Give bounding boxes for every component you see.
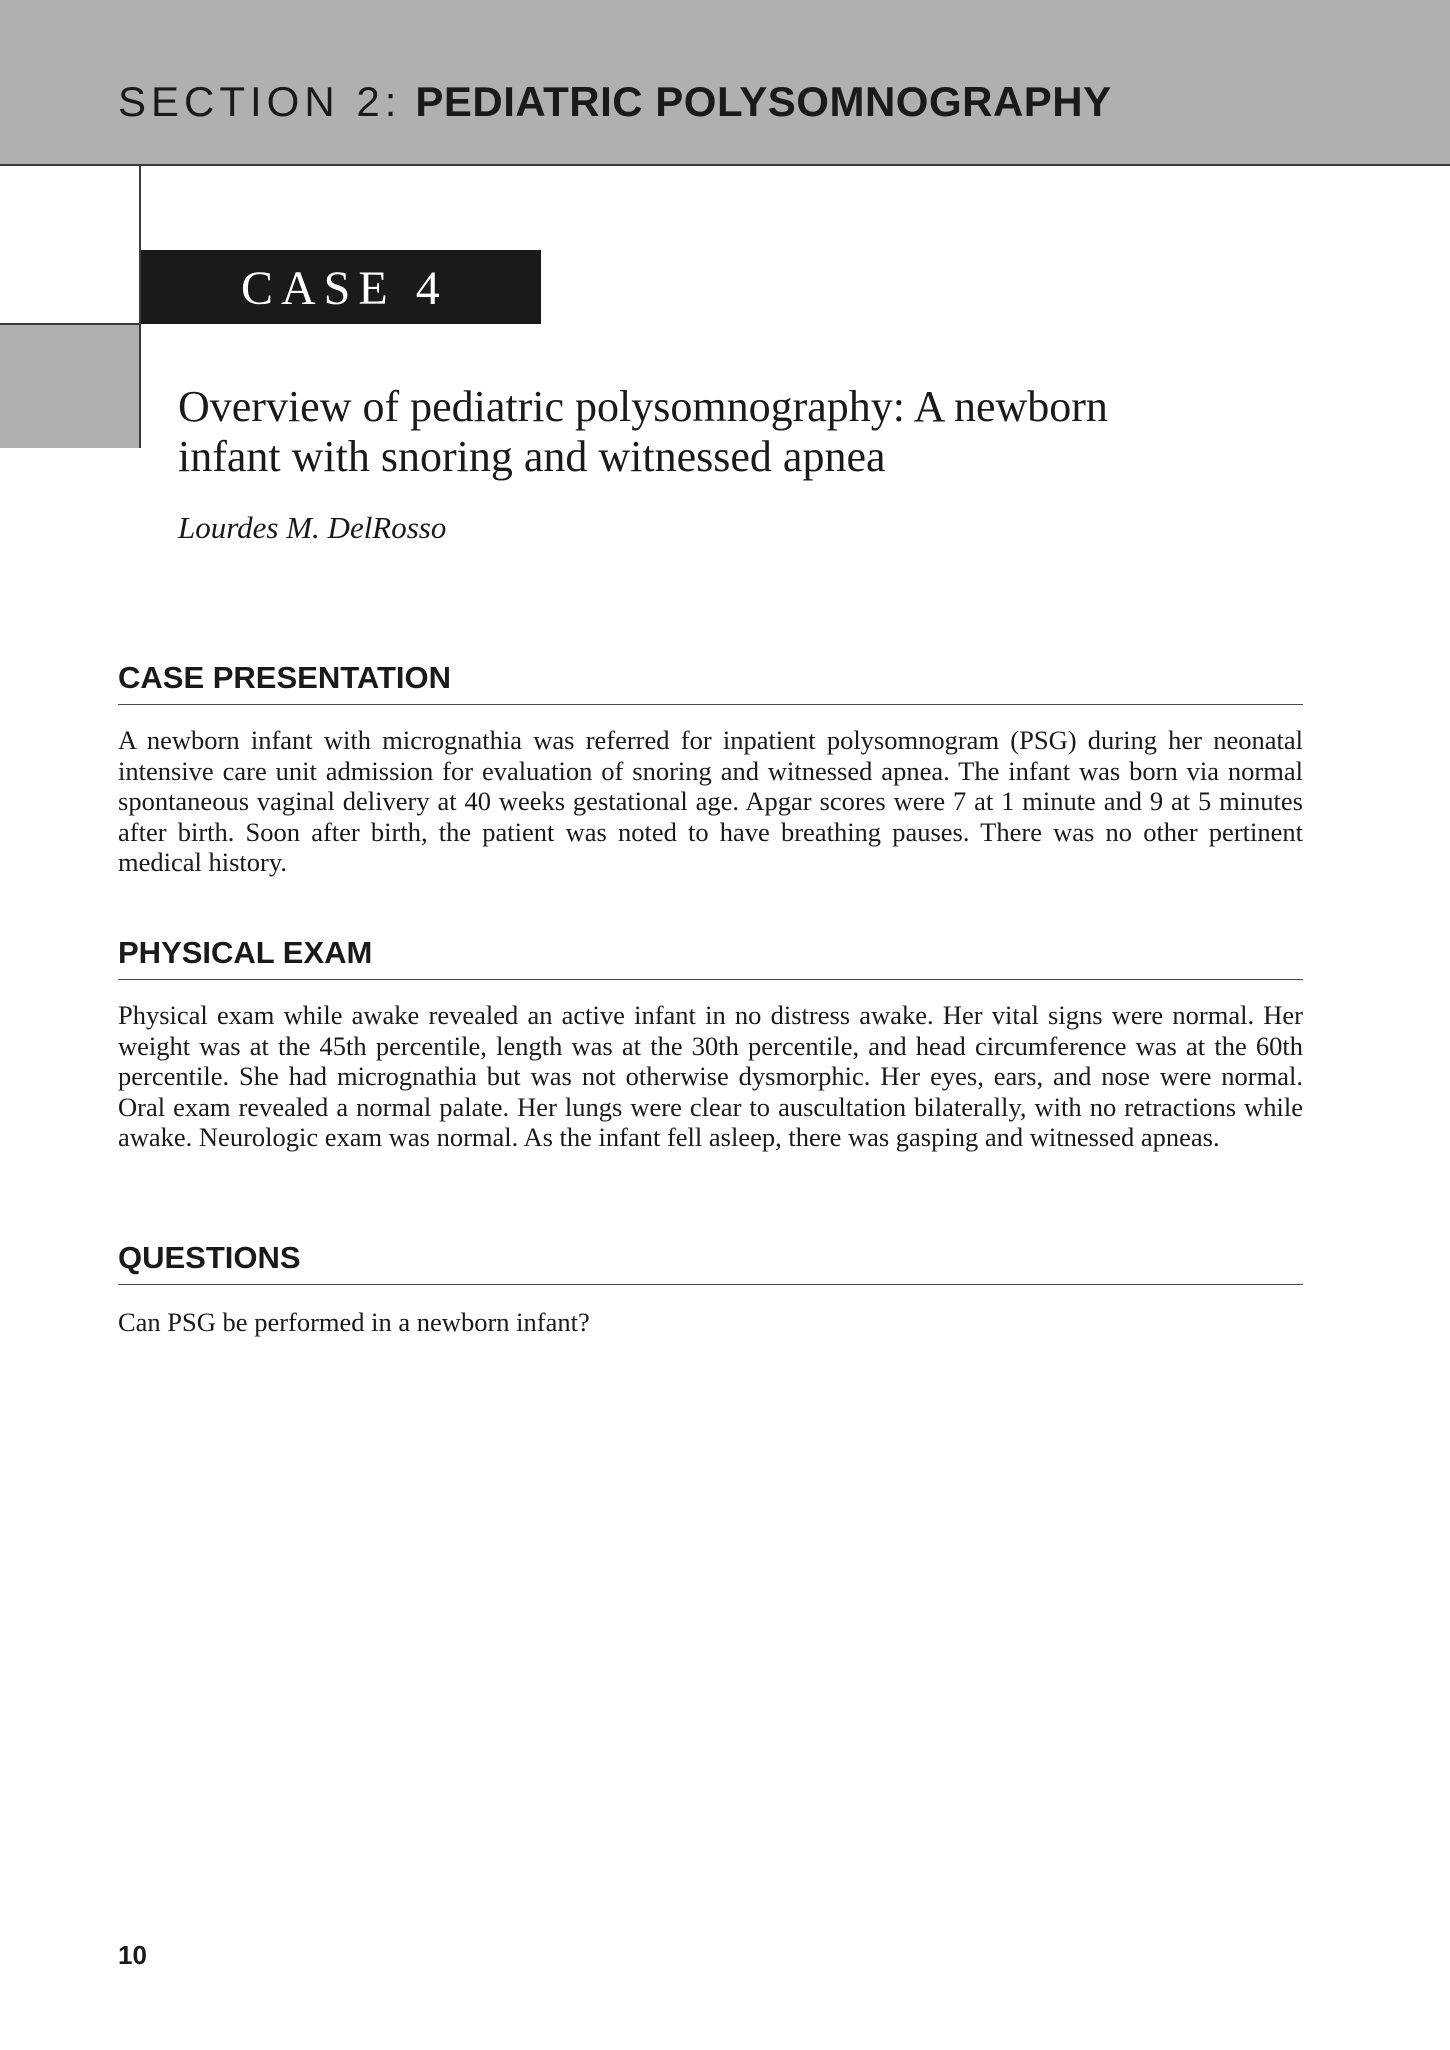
chapter-title xyxy=(178,382,1278,482)
decorative-block xyxy=(0,325,139,448)
title-line-2: infant with snoring and witnessed apnea xyxy=(178,432,886,481)
title-line-1: Overview of pediatric polysomnography: A newborn xyxy=(178,382,1108,431)
physical-exam-text: Physical exam while awake revealed an active infant in no distress awake. Her vital signs were normal. Her weight was at the 45th percentile, length was at the 30th percentile, and head circumference was at the 60th percentile. She had micrognathia but was not otherwise dysmorphic. Her eyes, ears, and nose were normal. Oral exam revealed a normal palate. Her lungs were clear to auscultation bilaterally, with no retractions while awake. Neurologic exam was normal. As the infant fell asleep, there was gasping and witnessed apneas. xyxy=(118,1000,1303,1152)
questions-heading: QUESTIONS xyxy=(118,1240,1303,1285)
section-header xyxy=(118,78,1112,126)
case-label: CASE 4 xyxy=(241,262,448,315)
author: Lourdes M. DelRosso xyxy=(178,510,447,545)
physical-exam-heading: PHYSICAL EXAM xyxy=(118,935,1303,980)
page-number: 10 xyxy=(118,1940,147,1970)
section-name: PEDIATRIC POLYSOMNOGRAPHY xyxy=(415,78,1112,125)
case-presentation-text: A newborn infant with micrognathia was referred for inpatient polysomnogram (PSG) during her neonatal intensive care unit admission for evaluation of snoring and witnessed apnea. The infant was born via normal spontaneous vaginal delivery at 40 weeks gestational age. Apgar scores were 7 at 1 minute and 9 at 5 minutes after birth. Soon after birth, the patient was noted to have breathing pauses. There was no other pertinent medical history. xyxy=(118,725,1303,877)
section-prefix: SECTION 2: xyxy=(118,78,402,125)
case-label-box xyxy=(141,250,541,324)
questions-text: Can PSG be performed in a newborn infant? xyxy=(118,1307,590,1337)
case-presentation-heading: CASE PRESENTATION xyxy=(118,660,1303,705)
